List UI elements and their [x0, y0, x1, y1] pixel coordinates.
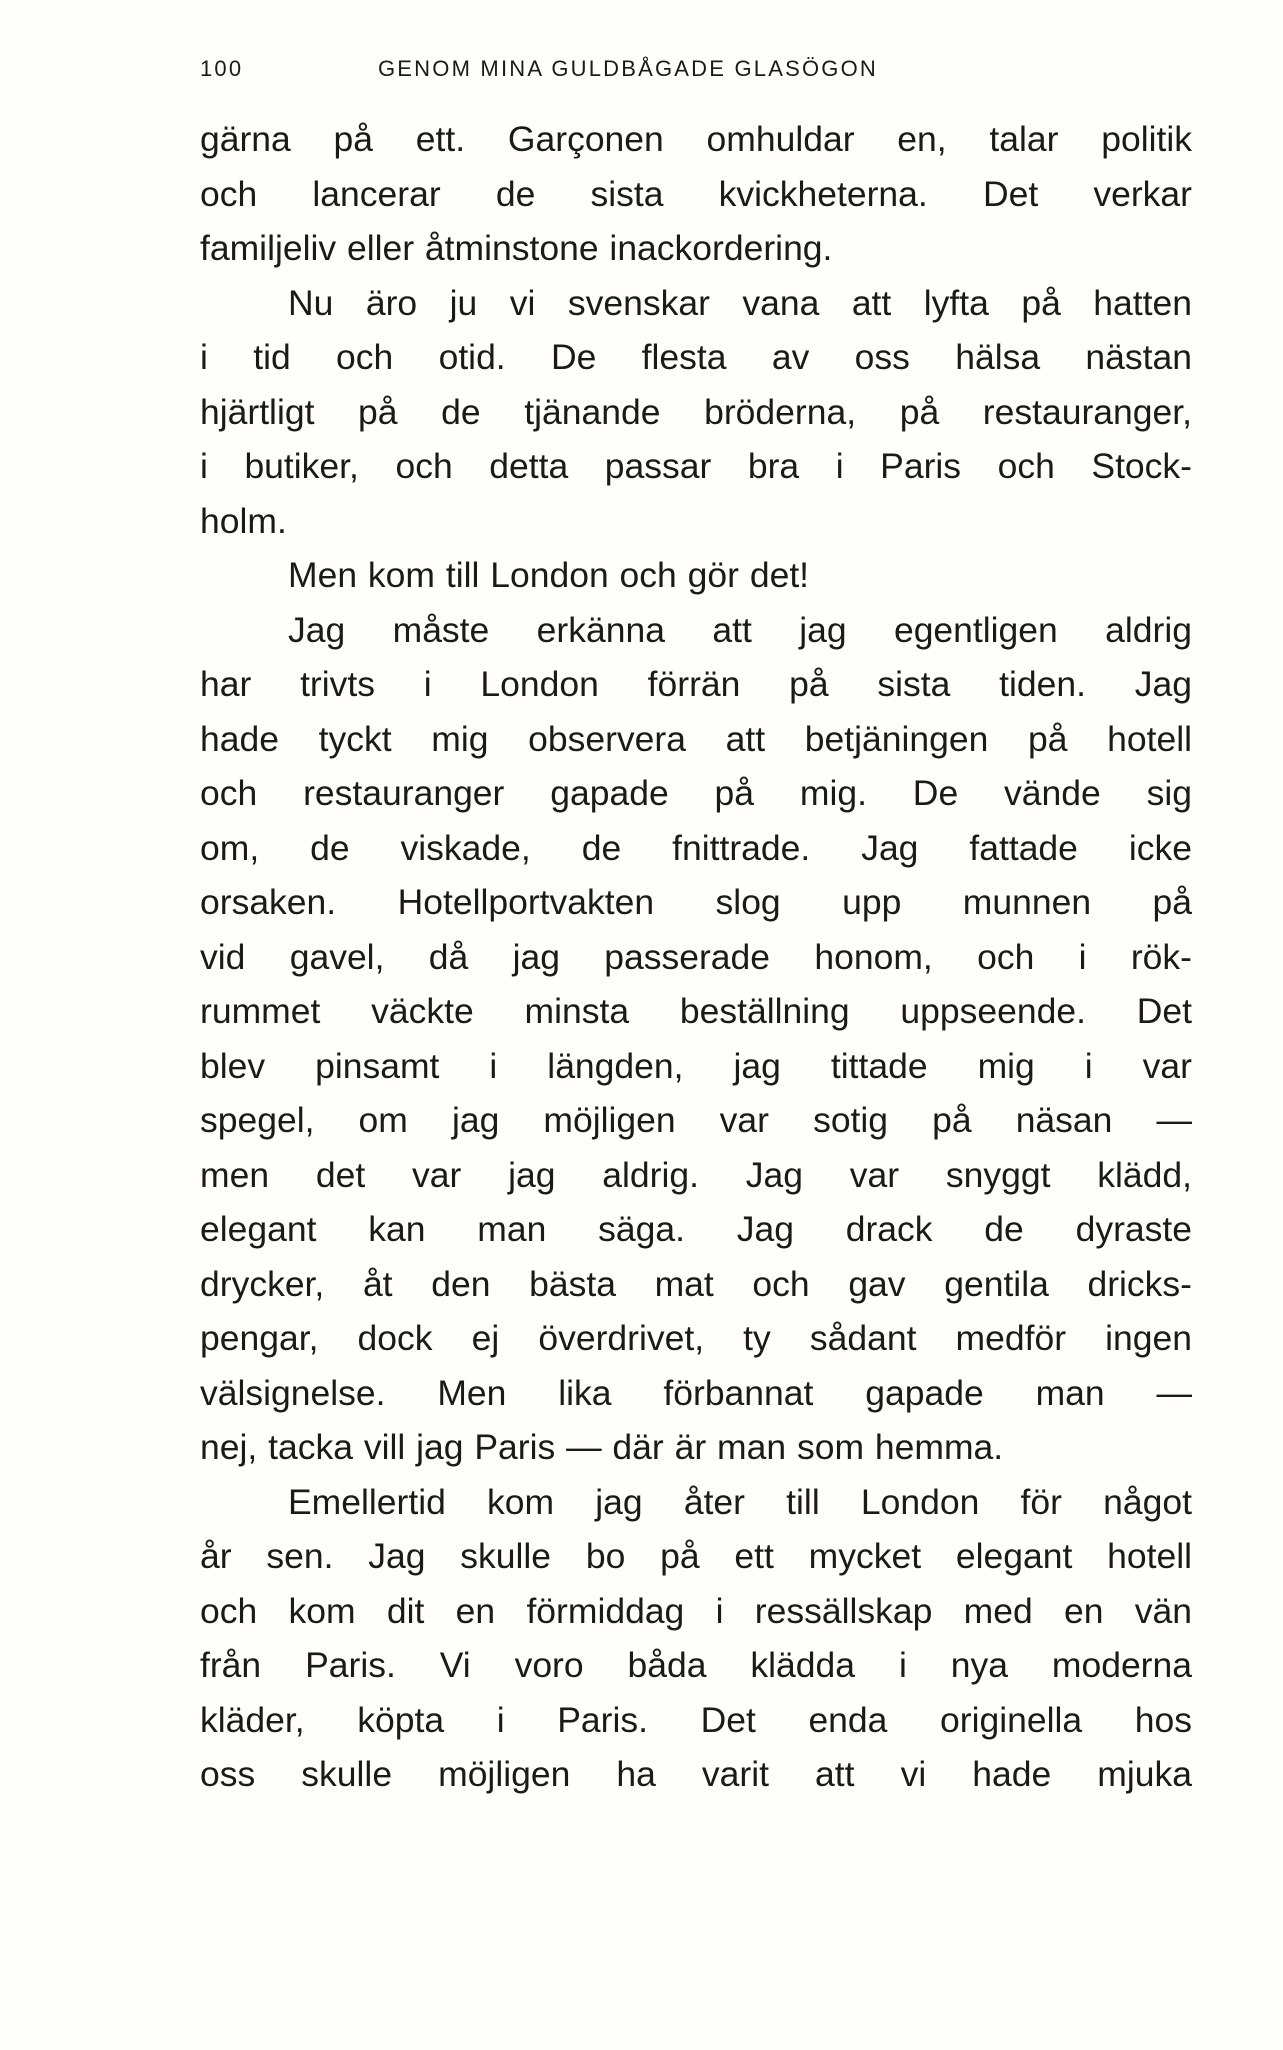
text-line: om, de viskade, de fnittrade. Jag fattade icke: [200, 827, 1192, 868]
text-line: nej, tacka vill jag Paris — där är man som hemma.: [200, 1427, 1004, 1467]
text-line: från Paris. Vi voro båda klädda i nya moderna: [200, 1645, 1192, 1685]
page-number: 100: [200, 56, 244, 81]
text-line: hade tyckt mig observera att betjäningen på hotell: [200, 718, 1192, 759]
running-title: GENOM MINA GULDBÅGADE GLASÖGON: [378, 56, 878, 81]
text-line: och restauranger gapade på mig. De vände sig: [200, 773, 1192, 813]
text-line: familjeliv eller åtminstone inackordering.: [200, 228, 833, 268]
text-line: elegant kan man säga. Jag drack de dyraste: [200, 1209, 1192, 1249]
body-text: [200, 112, 1192, 1792]
text-line: i butiker, och detta passar bra i Paris och Stock-: [200, 446, 1192, 486]
text-line: och lancerar de sista kvickheterna. Det verkar: [200, 173, 1192, 214]
text-line: kläder, köpta i Paris. Det enda originella hos: [200, 1699, 1192, 1740]
text-line: spegel, om jag möjligen var sotig på näsan —: [200, 1100, 1192, 1140]
text-line: rummet väckte minsta beställning uppseende. Det: [200, 991, 1192, 1031]
text-line: Men kom till London och gör det!: [288, 555, 810, 595]
text-line: oss skulle möjligen ha varit att vi hade mjuka: [200, 1754, 1192, 1794]
text-line: blev pinsamt i längden, jag tittade mig i var: [200, 1045, 1192, 1086]
text-line: men det var jag aldrig. Jag var snyggt klädd,: [200, 1154, 1192, 1195]
text-line: vid gavel, då jag passerade honom, och i rök-: [200, 936, 1192, 977]
running-head: [200, 56, 1000, 92]
text-line: hjärtligt på de tjänande bröderna, på restauranger,: [200, 391, 1192, 432]
text-line: i tid och otid. De flesta av oss hälsa nästan: [200, 337, 1192, 377]
text-line: och kom dit en förmiddag i ressällskap med en vän: [200, 1590, 1192, 1631]
text-line: Jag måste erkänna att jag egentligen aldrig: [288, 609, 1192, 650]
text-line: orsaken. Hotellportvakten slog upp munnen på: [200, 882, 1192, 922]
text-line: pengar, dock ej överdrivet, ty sådant medför ingen: [200, 1318, 1192, 1358]
text-line: år sen. Jag skulle bo på ett mycket elegant hotell: [200, 1536, 1192, 1576]
text-line: Emellertid kom jag åter till London för något: [288, 1481, 1192, 1522]
text-line: drycker, åt den bästa mat och gav gentila dricks-: [200, 1263, 1192, 1304]
text-line: holm.: [200, 500, 287, 541]
text-line: välsignelse. Men lika förbannat gapade man —: [200, 1372, 1192, 1413]
text-line: Nu äro ju vi svenskar vana att lyfta på hatten: [288, 282, 1192, 323]
text-line: har trivts i London förrän på sista tiden. Jag: [200, 664, 1192, 704]
text-line: gärna på ett. Garçonen omhuldar en, talar politik: [200, 119, 1192, 159]
